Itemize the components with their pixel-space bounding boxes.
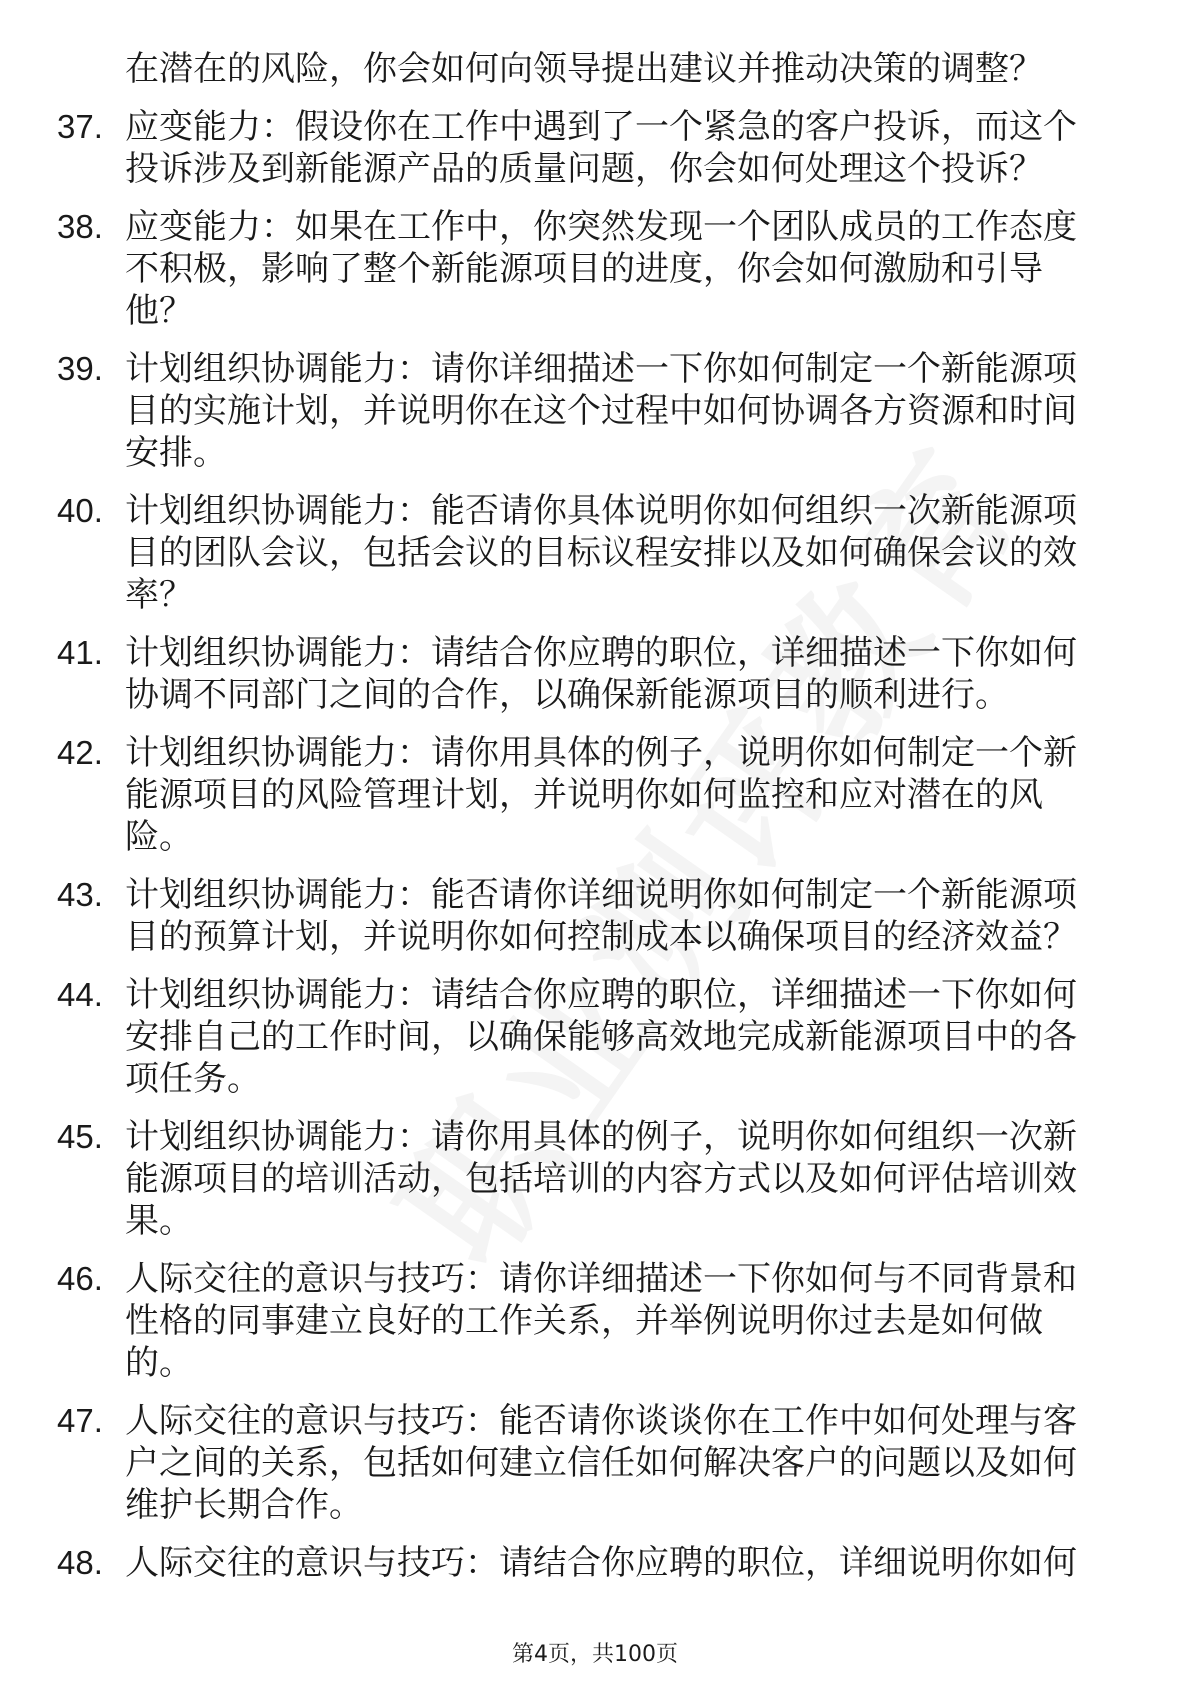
- question-text-line: 不积极，影响了整个新能源项目的进度，你会如何激励和引导: [125, 249, 1043, 289]
- question-item: [57, 974, 1117, 1100]
- question-item: [57, 206, 1117, 332]
- question-text-line: 能源项目的风险管理计划，并说明你如何监控和应对潜在的风: [125, 775, 1043, 815]
- question-item: [57, 874, 1117, 958]
- question-number: 39.: [57, 350, 103, 387]
- question-number: 47.: [57, 1402, 103, 1439]
- question-text-line: 计划组织协调能力：请你详细描述一下你如何制定一个新能源项: [125, 349, 1077, 389]
- question-text-line: 项任务。: [125, 1059, 261, 1099]
- question-text: [125, 1258, 1117, 1384]
- question-text-line: 维护长期合作。: [125, 1485, 363, 1525]
- question-text-line: 性格的同事建立良好的工作关系，并举例说明你过去是如何做: [125, 1301, 1043, 1341]
- question-text-line: 协调不同部门之间的合作，以确保新能源项目的顺利进行。: [125, 675, 1009, 715]
- question-text-line: 安排。: [125, 433, 227, 473]
- question-text-line: 计划组织协调能力：请你用具体的例子，说明你如何制定一个新: [125, 733, 1077, 773]
- question-text-line: 他？: [125, 291, 193, 331]
- question-text-line: 率？: [125, 575, 193, 615]
- question-text: [125, 1116, 1117, 1242]
- question-number: 45.: [57, 1118, 103, 1155]
- question-number: 37.: [57, 108, 103, 145]
- question-text-line: 计划组织协调能力：请结合你应聘的职位，详细描述一下你如何: [125, 633, 1077, 673]
- question-list: [57, 48, 1117, 1600]
- question-text: [125, 348, 1117, 474]
- question-text-line: 险。: [125, 817, 193, 857]
- question-number: 48.: [57, 1544, 103, 1581]
- question-text: [125, 632, 1117, 716]
- question-item: [57, 732, 1117, 858]
- question-number: 42.: [57, 734, 103, 771]
- question-number: 44.: [57, 976, 103, 1013]
- continuation-text: 在潜在的风险，你会如何向领导提出建议并推动决策的调整？: [125, 49, 1043, 89]
- question-item: [57, 1258, 1117, 1384]
- page-footer: 第4页，共100页: [512, 1642, 678, 1667]
- question-item: [57, 1542, 1117, 1584]
- question-text: [125, 490, 1117, 616]
- question-text-line: 计划组织协调能力：请结合你应聘的职位，详细描述一下你如何: [125, 975, 1077, 1015]
- question-text-line: 目的预算计划，并说明你如何控制成本以确保项目的经济效益？: [125, 917, 1077, 957]
- question-text-line: 人际交往的意识与技巧：请你详细描述一下你如何与不同背景和: [125, 1259, 1077, 1299]
- question-item: [57, 1400, 1117, 1526]
- question-text: [125, 1542, 1117, 1584]
- question-number: 46.: [57, 1260, 103, 1297]
- question-number: 43.: [57, 876, 103, 913]
- question-text-line: 计划组织协调能力：请你用具体的例子，说明你如何组织一次新: [125, 1117, 1077, 1157]
- question-text-line: 计划组织协调能力：能否请你详细说明你如何制定一个新能源项: [125, 875, 1077, 915]
- question-number: 38.: [57, 208, 103, 245]
- question-text-line: 安排自己的工作时间，以确保能够高效地完成新能源项目中的各: [125, 1017, 1077, 1057]
- question-text-line: 能源项目的培训活动，包括培训的内容方式以及如何评估培训效: [125, 1159, 1077, 1199]
- question-item: [57, 1116, 1117, 1242]
- question-text-line: 人际交往的意识与技巧：请结合你应聘的职位，详细说明你如何: [125, 1543, 1077, 1583]
- question-text-line: 应变能力：如果在工作中，你突然发现一个团队成员的工作态度: [125, 207, 1077, 247]
- question-item: [57, 348, 1117, 474]
- question-text-line: 的。: [125, 1343, 193, 1383]
- question-item: [57, 490, 1117, 616]
- question-text: [125, 206, 1117, 332]
- question-item: [57, 106, 1117, 190]
- question-text: [125, 874, 1117, 958]
- question-text-line: 户之间的关系，包括如何建立信任如何解决客户的问题以及如何: [125, 1443, 1077, 1483]
- question-text-line: 应变能力：假设你在工作中遇到了一个紧急的客户投诉，而这个: [125, 107, 1077, 147]
- question-text-line: 投诉涉及到新能源产品的质量问题，你会如何处理这个投诉？: [125, 149, 1043, 189]
- question-text-line: 人际交往的意识与技巧：能否请你谈谈你在工作中如何处理与客: [125, 1401, 1077, 1441]
- question-text: [125, 106, 1117, 190]
- question-text: [125, 1400, 1117, 1526]
- question-item: [57, 632, 1117, 716]
- question-text: [125, 974, 1117, 1100]
- question-text-line: 目的实施计划，并说明你在这个过程中如何协调各方资源和时间: [125, 391, 1077, 431]
- question-text-line: 计划组织协调能力：能否请你具体说明你如何组织一次新能源项: [125, 491, 1077, 531]
- question-text-line: 目的团队会议，包括会议的目标议程安排以及如何确保会议的效: [125, 533, 1077, 573]
- question-number: 41.: [57, 634, 103, 671]
- question-number: 40.: [57, 492, 103, 529]
- question-text: [125, 732, 1117, 858]
- question-text-line: 果。: [125, 1201, 193, 1241]
